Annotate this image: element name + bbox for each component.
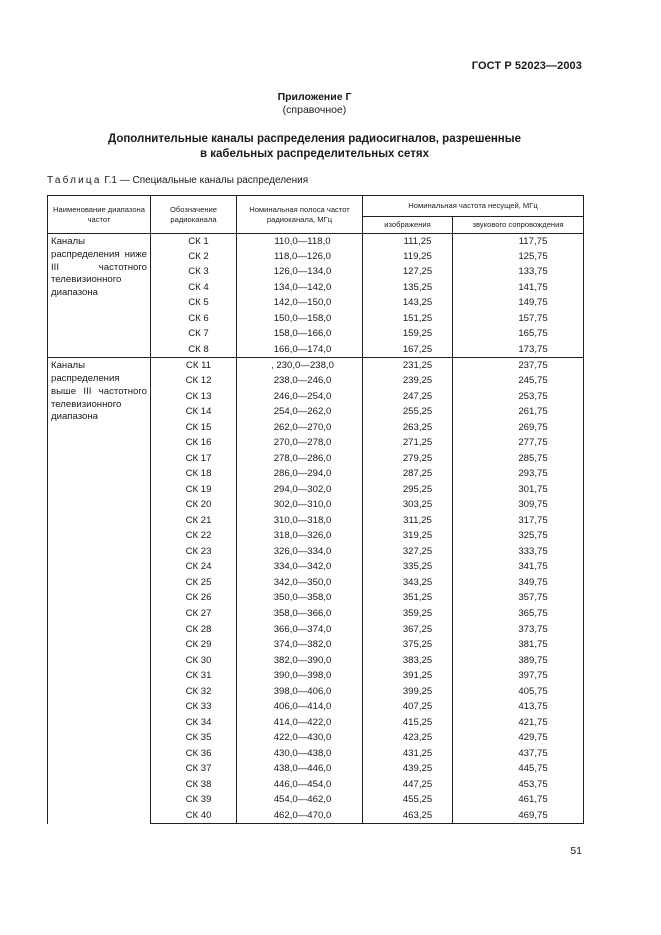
image-freq-cell: 159,25 — [363, 327, 453, 343]
channel-id-cell: СК 31 — [151, 668, 237, 684]
sound-freq-cell: 469,75 — [453, 808, 584, 824]
band-cell: 382,0—390,0 — [237, 653, 363, 669]
table-header — [48, 196, 584, 234]
sound-freq-cell: 365,75 — [453, 606, 584, 622]
channel-id-cell: СК 28 — [151, 622, 237, 638]
band-cell: 326,0—334,0 — [237, 544, 363, 560]
sound-freq-cell: 117,75 — [453, 234, 584, 250]
band-cell: 286,0—294,0 — [237, 466, 363, 482]
sound-freq-cell: 397,75 — [453, 668, 584, 684]
band-cell: 278,0—286,0 — [237, 451, 363, 467]
sound-freq-cell: 437,75 — [453, 746, 584, 762]
band-cell: 398,0—406,0 — [237, 684, 363, 700]
channel-id-cell: СК 3 — [151, 265, 237, 281]
band-cell: 446,0—454,0 — [237, 777, 363, 793]
image-freq-cell: 167,25 — [363, 342, 453, 358]
image-freq-cell: 263,25 — [363, 420, 453, 436]
image-freq-cell: 439,25 — [363, 762, 453, 778]
sound-freq-cell: 165,75 — [453, 327, 584, 343]
channel-id-cell: СК 23 — [151, 544, 237, 560]
heading-line-2: в кабельных распределительных сетях — [199, 148, 430, 160]
band-cell: 238,0—246,0 — [237, 373, 363, 389]
image-freq-cell: 303,25 — [363, 498, 453, 514]
sound-freq-cell: 333,75 — [453, 544, 584, 560]
sound-freq-cell: 293,75 — [453, 466, 584, 482]
document-heading — [0, 132, 629, 162]
band-cell: 246,0—254,0 — [237, 389, 363, 405]
image-freq-cell: 375,25 — [363, 637, 453, 653]
sound-freq-cell: 421,75 — [453, 715, 584, 731]
image-freq-cell: 279,25 — [363, 451, 453, 467]
range-name-cell: Каналы распределения выше III частотного телевизионного диапазона — [48, 358, 151, 824]
header-range-name: Наименование диапазона частот — [48, 196, 151, 234]
band-cell: 310,0—318,0 — [237, 513, 363, 529]
channel-id-cell: СК 15 — [151, 420, 237, 436]
image-freq-cell: 415,25 — [363, 715, 453, 731]
sound-freq-cell: 133,75 — [453, 265, 584, 281]
channel-id-cell: СК 25 — [151, 575, 237, 591]
sound-freq-cell: 141,75 — [453, 280, 584, 296]
image-freq-cell: 327,25 — [363, 544, 453, 560]
band-cell: 158,0—166,0 — [237, 327, 363, 343]
appendix-title: Приложение Г — [277, 91, 352, 103]
channel-id-cell: СК 32 — [151, 684, 237, 700]
band-cell: 350,0—358,0 — [237, 591, 363, 607]
sound-freq-cell: 325,75 — [453, 529, 584, 545]
image-freq-cell: 335,25 — [363, 560, 453, 576]
range-name-cell: Каналы распределения ниже III частотного телевизионного диапазона — [48, 234, 151, 358]
channel-id-cell: СК 11 — [151, 358, 237, 374]
band-cell: 118,0—126,0 — [237, 249, 363, 265]
image-freq-cell: 143,25 — [363, 296, 453, 312]
sound-freq-cell: 317,75 — [453, 513, 584, 529]
image-freq-cell: 447,25 — [363, 777, 453, 793]
channel-id-cell: СК 18 — [151, 466, 237, 482]
channel-id-cell: СК 30 — [151, 653, 237, 669]
channel-id-cell: СК 38 — [151, 777, 237, 793]
channel-id-cell: СК 26 — [151, 591, 237, 607]
band-cell: 302,0—310,0 — [237, 498, 363, 514]
channel-id-cell: СК 8 — [151, 342, 237, 358]
image-freq-cell: 239,25 — [363, 373, 453, 389]
channel-id-cell: СК 39 — [151, 793, 237, 809]
channel-id-cell: СК 4 — [151, 280, 237, 296]
sound-freq-cell: 413,75 — [453, 699, 584, 715]
sound-freq-cell: 301,75 — [453, 482, 584, 498]
sound-freq-cell: 125,75 — [453, 249, 584, 265]
channel-id-cell: СК 33 — [151, 699, 237, 715]
channel-id-cell: СК 7 — [151, 327, 237, 343]
channel-id-cell: СК 37 — [151, 762, 237, 778]
channel-id-cell: СК 1 — [151, 234, 237, 250]
header-sound-freq: звукового сопровождения — [453, 216, 584, 233]
image-freq-cell: 255,25 — [363, 404, 453, 420]
band-cell: 422,0—430,0 — [237, 731, 363, 747]
image-freq-cell: 119,25 — [363, 249, 453, 265]
channels-table — [47, 195, 584, 824]
channel-id-cell: СК 40 — [151, 808, 237, 824]
band-cell: 462,0—470,0 — [237, 808, 363, 824]
table-body — [48, 234, 584, 824]
band-cell: 374,0—382,0 — [237, 637, 363, 653]
image-freq-cell: 399,25 — [363, 684, 453, 700]
band-cell: 254,0—262,0 — [237, 404, 363, 420]
band-cell: 438,0—446,0 — [237, 762, 363, 778]
band-cell: 366,0—374,0 — [237, 622, 363, 638]
image-freq-cell: 287,25 — [363, 466, 453, 482]
channel-id-cell: СК 21 — [151, 513, 237, 529]
channel-id-cell: СК 14 — [151, 404, 237, 420]
appendix-note: (справочное) — [282, 104, 347, 116]
heading-line-1: Дополнительные каналы распределения радиосигналов, разрешенные — [108, 133, 521, 145]
header-image-freq: изображения — [363, 216, 453, 233]
image-freq-cell: 423,25 — [363, 731, 453, 747]
channel-id-cell: СК 5 — [151, 296, 237, 312]
sound-freq-cell: 245,75 — [453, 373, 584, 389]
channel-id-cell: СК 17 — [151, 451, 237, 467]
band-cell: 142,0—150,0 — [237, 296, 363, 312]
image-freq-cell: 431,25 — [363, 746, 453, 762]
image-freq-cell: 231,25 — [363, 358, 453, 374]
sound-freq-cell: 389,75 — [453, 653, 584, 669]
sound-freq-cell: 157,75 — [453, 311, 584, 327]
band-cell: 150,0—158,0 — [237, 311, 363, 327]
sound-freq-cell: 237,75 — [453, 358, 584, 374]
image-freq-cell: 111,25 — [363, 234, 453, 250]
channel-id-cell: СК 24 — [151, 560, 237, 576]
sound-freq-cell: 173,75 — [453, 342, 584, 358]
band-cell: 454,0—462,0 — [237, 793, 363, 809]
sound-freq-cell: 341,75 — [453, 560, 584, 576]
sound-freq-cell: 149,75 — [453, 296, 584, 312]
band-cell: 294,0—302,0 — [237, 482, 363, 498]
image-freq-cell: 463,25 — [363, 808, 453, 824]
header-channel-id: Обозначение радиоканала — [151, 196, 237, 234]
sound-freq-cell: 253,75 — [453, 389, 584, 405]
table-caption-label: Таблица — [47, 175, 102, 186]
band-cell: 406,0—414,0 — [237, 699, 363, 715]
sound-freq-cell: 445,75 — [453, 762, 584, 778]
sound-freq-cell: 285,75 — [453, 451, 584, 467]
image-freq-cell: 391,25 — [363, 668, 453, 684]
band-cell: 414,0—422,0 — [237, 715, 363, 731]
sound-freq-cell: 261,75 — [453, 404, 584, 420]
image-freq-cell: 343,25 — [363, 575, 453, 591]
sound-freq-cell: 269,75 — [453, 420, 584, 436]
sound-freq-cell: 405,75 — [453, 684, 584, 700]
sound-freq-cell: 373,75 — [453, 622, 584, 638]
band-cell: 262,0—270,0 — [237, 420, 363, 436]
channel-id-cell: СК 2 — [151, 249, 237, 265]
channel-id-cell: СК 19 — [151, 482, 237, 498]
band-cell: 110,0—118,0 — [237, 234, 363, 250]
sound-freq-cell: 429,75 — [453, 731, 584, 747]
image-freq-cell: 295,25 — [363, 482, 453, 498]
band-cell: 134,0—142,0 — [237, 280, 363, 296]
band-cell: 334,0—342,0 — [237, 560, 363, 576]
table-row — [48, 358, 584, 374]
band-cell: 166,0—174,0 — [237, 342, 363, 358]
image-freq-cell: 407,25 — [363, 699, 453, 715]
band-cell: 318,0—326,0 — [237, 529, 363, 545]
sound-freq-cell: 461,75 — [453, 793, 584, 809]
channel-id-cell: СК 29 — [151, 637, 237, 653]
image-freq-cell: 367,25 — [363, 622, 453, 638]
channel-id-cell: СК 16 — [151, 435, 237, 451]
image-freq-cell: 271,25 — [363, 435, 453, 451]
channel-id-cell: СК 27 — [151, 606, 237, 622]
image-freq-cell: 247,25 — [363, 389, 453, 405]
band-cell: , 230,0—238,0 — [237, 358, 363, 374]
sound-freq-cell: 357,75 — [453, 591, 584, 607]
channel-id-cell: СК 13 — [151, 389, 237, 405]
image-freq-cell: 351,25 — [363, 591, 453, 607]
image-freq-cell: 383,25 — [363, 653, 453, 669]
sound-freq-cell: 309,75 — [453, 498, 584, 514]
document-code: ГОСТ Р 52023—2003 — [471, 60, 582, 72]
sound-freq-cell: 277,75 — [453, 435, 584, 451]
band-cell: 126,0—134,0 — [237, 265, 363, 281]
channel-id-cell: СК 34 — [151, 715, 237, 731]
channel-id-cell: СК 12 — [151, 373, 237, 389]
band-cell: 270,0—278,0 — [237, 435, 363, 451]
header-carrier: Номинальная частота несущей, МГц — [363, 196, 584, 217]
image-freq-cell: 135,25 — [363, 280, 453, 296]
channel-id-cell: СК 20 — [151, 498, 237, 514]
band-cell: 342,0—350,0 — [237, 575, 363, 591]
image-freq-cell: 151,25 — [363, 311, 453, 327]
image-freq-cell: 127,25 — [363, 265, 453, 281]
image-freq-cell: 311,25 — [363, 513, 453, 529]
channel-id-cell: СК 22 — [151, 529, 237, 545]
image-freq-cell: 455,25 — [363, 793, 453, 809]
image-freq-cell: 319,25 — [363, 529, 453, 545]
sound-freq-cell: 453,75 — [453, 777, 584, 793]
header-band: Номинальная полоса частот радиоканала, МГц — [237, 196, 363, 234]
page-number: 51 — [570, 845, 582, 857]
image-freq-cell: 359,25 — [363, 606, 453, 622]
channel-id-cell: СК 6 — [151, 311, 237, 327]
sound-freq-cell: 381,75 — [453, 637, 584, 653]
band-cell: 430,0—438,0 — [237, 746, 363, 762]
table-caption — [47, 175, 308, 186]
channel-id-cell: СК 36 — [151, 746, 237, 762]
channel-id-cell: СК 35 — [151, 731, 237, 747]
sound-freq-cell: 349,75 — [453, 575, 584, 591]
band-cell: 358,0—366,0 — [237, 606, 363, 622]
table-row — [48, 234, 584, 250]
band-cell: 390,0—398,0 — [237, 668, 363, 684]
table-caption-text: Г.1 — Специальные каналы распределения — [101, 175, 309, 186]
